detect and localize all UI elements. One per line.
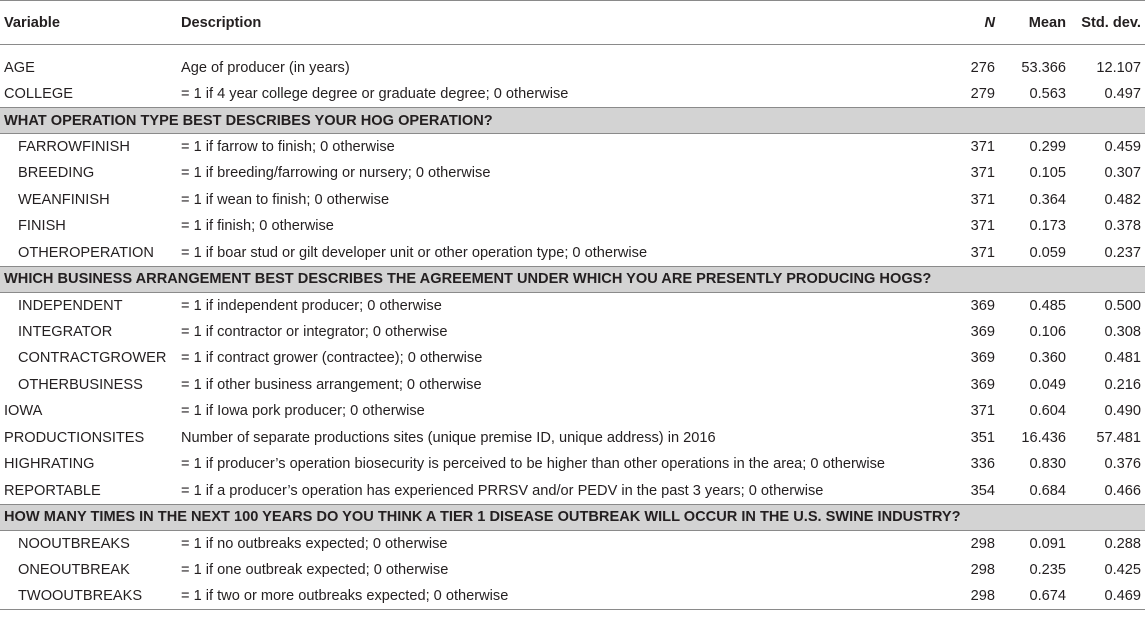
n-cell: 279 [970, 86, 995, 102]
table-row [0, 319, 1145, 346]
description-cell: = 1 if producer’s operation biosecurity is perceived to be higher than other operations in the area; 0 otherwise [181, 456, 886, 473]
table-row [0, 583, 1145, 610]
n-cell: 371 [970, 165, 995, 182]
std-dev-cell: 0.469 [1070, 583, 1145, 610]
n-cell: 336 [970, 456, 995, 473]
table-row [0, 187, 1145, 214]
mean-cell: 0.604 [1029, 403, 1066, 420]
n-cell: 298 [936, 583, 999, 610]
std-dev-cell: 0.378 [1104, 218, 1141, 235]
variable-cell: INTEGRATOR [18, 323, 113, 340]
n-cell: 354 [970, 482, 995, 499]
variable-cell: NOOUTBREAKS [18, 535, 130, 552]
table-row [0, 425, 1145, 452]
mean-cell: 0.173 [1029, 218, 1066, 235]
n-cell: 369 [970, 323, 995, 340]
variable-cell: COLLEGE [4, 86, 73, 102]
table-row [0, 134, 1145, 161]
n-cell: 298 [970, 561, 995, 578]
mean-cell: 0.106 [1029, 323, 1066, 340]
table-row [0, 81, 1145, 108]
std-dev-cell: 0.481 [1104, 350, 1141, 367]
header-description: Description [177, 1, 936, 45]
table-row [0, 55, 1145, 82]
mean-cell: 0.049 [1029, 376, 1066, 393]
variable-cell: IOWA [4, 403, 43, 420]
header-row [0, 1, 1145, 45]
description-cell: = 1 if breeding/farrowing or nursery; 0 otherwise [181, 165, 491, 182]
table-row [0, 292, 1145, 319]
variable-cell: INDEPENDENT [18, 297, 123, 314]
std-dev-cell: 0.307 [1104, 165, 1141, 182]
description-cell: Age of producer (in years) [181, 59, 350, 76]
spacer-row [0, 45, 1145, 55]
description-cell: = 1 if contract grower (contractee); 0 otherwise [181, 350, 483, 367]
variable-cell: AGE [4, 59, 35, 76]
std-dev-cell: 12.107 [1096, 59, 1141, 76]
header-std-dev: Std. dev. [1070, 1, 1145, 45]
section-title: HOW MANY TIMES IN THE NEXT 100 YEARS DO YOU THINK A TIER 1 DISEASE OUTBREAK WILL OCCUR IN THE U.S. SWINE INDUSTRY? [0, 504, 1145, 530]
variable-cell: REPORTABLE [4, 482, 101, 499]
description-cell: = 1 if no outbreaks expected; 0 otherwise [181, 535, 448, 552]
std-dev-cell: 0.308 [1104, 323, 1141, 340]
description-cell: = 1 if boar stud or gilt developer unit or other operation type; 0 otherwise [181, 244, 648, 261]
std-dev-cell: 0.500 [1104, 297, 1141, 314]
std-dev-cell: 0.288 [1104, 535, 1141, 552]
table-row [0, 160, 1145, 187]
mean-cell: 0.364 [1029, 191, 1066, 208]
table-row [0, 478, 1145, 505]
variable-cell: WEANFINISH [18, 191, 110, 208]
n-cell: 276 [970, 59, 995, 76]
mean-cell: 0.485 [1029, 297, 1066, 314]
description-cell: = 1 if two or more outbreaks expected; 0 otherwise [177, 583, 936, 610]
description-cell: Number of separate productions sites (unique premise ID, unique address) in 2016 [181, 429, 716, 446]
header-mean: Mean [999, 1, 1070, 45]
mean-cell: 0.091 [1029, 535, 1066, 552]
variable-cell: ONEOUTBREAK [18, 561, 130, 578]
n-cell: 371 [970, 218, 995, 235]
header-variable: Variable [0, 1, 177, 45]
description-cell: = 1 if farrow to finish; 0 otherwise [181, 139, 395, 155]
n-cell: 351 [970, 429, 995, 446]
mean-cell: 0.563 [1029, 86, 1066, 102]
variable-cell: BREEDING [18, 165, 95, 182]
description-cell: = 1 if independent producer; 0 otherwise [181, 297, 442, 314]
description-cell: = 1 if contractor or integrator; 0 otherwise [181, 323, 448, 340]
variable-cell: TWOOUTBREAKS [0, 583, 177, 610]
mean-cell: 0.360 [1029, 350, 1066, 367]
std-dev-cell: 0.216 [1104, 376, 1141, 393]
std-dev-cell: 0.459 [1104, 139, 1141, 155]
mean-cell: 0.684 [1029, 482, 1066, 499]
variable-cell: PRODUCTIONSITES [4, 429, 145, 446]
n-cell: 369 [970, 376, 995, 393]
table-row [0, 372, 1145, 399]
variable-cell: OTHEROPERATION [18, 244, 154, 261]
mean-cell: 0.830 [1029, 456, 1066, 473]
description-cell: = 1 if a producer’s operation has experienced PRRSV and/or PEDV in the past 3 years; 0 otherwise [181, 482, 824, 499]
table-row [0, 213, 1145, 240]
mean-cell: 0.235 [1029, 561, 1066, 578]
section-title: WHAT OPERATION TYPE BEST DESCRIBES YOUR HOG OPERATION? [0, 108, 1145, 134]
mean-cell: 16.436 [1021, 429, 1066, 446]
table-row [0, 240, 1145, 267]
n-cell: 371 [970, 244, 995, 261]
mean-cell: 53.366 [1021, 59, 1066, 76]
std-dev-cell: 0.482 [1104, 191, 1141, 208]
n-cell: 369 [970, 350, 995, 367]
mean-cell: 0.059 [1029, 244, 1066, 261]
n-cell: 369 [970, 297, 995, 314]
mean-cell: 0.299 [1029, 139, 1066, 155]
table-row [0, 530, 1145, 557]
std-dev-cell: 0.466 [1104, 482, 1141, 499]
table-row [0, 451, 1145, 478]
std-dev-cell: 0.425 [1104, 561, 1141, 578]
n-cell: 371 [970, 139, 995, 155]
section-title: WHICH BUSINESS ARRANGEMENT BEST DESCRIBES THE AGREEMENT UNDER WHICH YOU ARE PRESENTLY PRODUCING HOGS? [0, 266, 1145, 292]
std-dev-cell: 57.481 [1096, 429, 1141, 446]
std-dev-cell: 0.376 [1104, 456, 1141, 473]
table-row [0, 557, 1145, 584]
description-cell: = 1 if other business arrangement; 0 otherwise [181, 376, 482, 393]
variable-cell: HIGHRATING [4, 456, 95, 473]
table-row [0, 345, 1145, 372]
section-header-operation-type [0, 108, 1145, 134]
description-cell: = 1 if 4 year college degree or graduate degree; 0 otherwise [181, 86, 569, 102]
section-header-outbreak-expectation [0, 504, 1145, 530]
variable-cell: OTHERBUSINESS [18, 376, 143, 393]
n-cell: 298 [970, 535, 995, 552]
mean-cell: 0.674 [999, 583, 1070, 610]
n-cell: 371 [970, 403, 995, 420]
variable-cell: CONTRACTGROWER [18, 350, 167, 367]
description-cell: = 1 if Iowa pork producer; 0 otherwise [181, 403, 425, 420]
table-row [0, 398, 1145, 425]
section-header-business-arrangement [0, 266, 1145, 292]
std-dev-cell: 0.490 [1104, 403, 1141, 420]
variable-cell: FINISH [18, 218, 66, 235]
variable-cell: FARROWFINISH [18, 139, 130, 155]
description-cell: = 1 if one outbreak expected; 0 otherwise [181, 561, 449, 578]
header-n: N [936, 1, 999, 45]
std-dev-cell: 0.497 [1104, 86, 1141, 102]
std-dev-cell: 0.237 [1104, 244, 1141, 261]
mean-cell: 0.105 [1029, 165, 1066, 182]
description-cell: = 1 if finish; 0 otherwise [181, 218, 334, 235]
n-cell: 371 [970, 191, 995, 208]
description-cell: = 1 if wean to finish; 0 otherwise [181, 191, 390, 208]
